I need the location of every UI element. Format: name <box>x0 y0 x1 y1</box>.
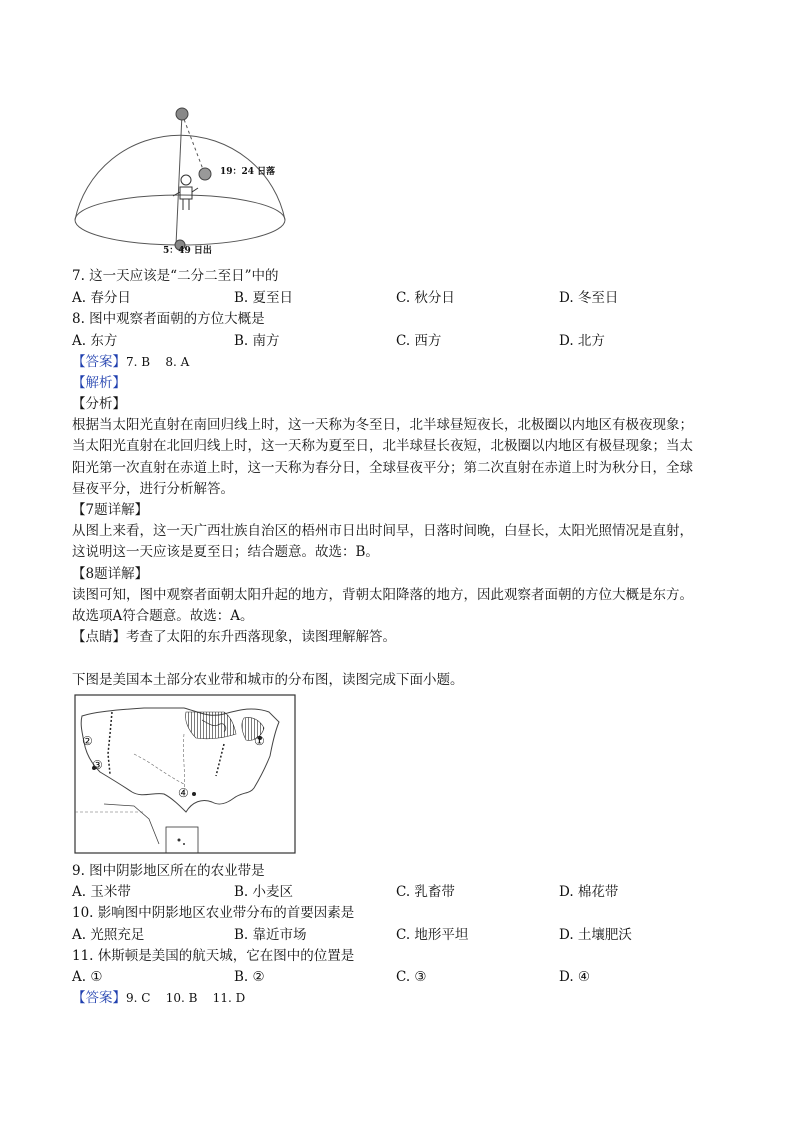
q9-option-b[interactable]: B. 小麦区 <box>234 884 294 900</box>
q11-option-b[interactable]: B. ② <box>234 969 265 985</box>
detail8-line: 故选项A符合题意。故选：A。 <box>72 608 254 624</box>
q9-option-c[interactable]: C. 乳畜带 <box>396 884 455 900</box>
detail7-label: 【7题详解】 <box>72 502 149 518</box>
map-marker-3: ③ <box>92 758 103 772</box>
fenxi-line: 当太阳光直射在北回归线上时，这一天称为夏至日，北半球昼长夜短，北极圈以内地区有极昼现象；当太 <box>72 438 693 454</box>
q11-option-c[interactable]: C. ③ <box>396 969 427 985</box>
q11-option-d[interactable]: D. ④ <box>559 969 591 985</box>
q8-option-c[interactable]: C. 西方 <box>396 333 442 349</box>
q10-option-d[interactable]: D. 土壤肥沃 <box>559 927 632 943</box>
detail7-line: 这说明这一天应该是夏至日；结合题意。故选：B。 <box>72 544 379 560</box>
q9-stem: 9. 图中阴影地区所在的农业带是 <box>72 863 265 879</box>
q11-stem: 11. 休斯顿是美国的航天城，它在图中的位置是 <box>72 948 355 964</box>
q8-option-d[interactable]: D. 北方 <box>559 333 605 349</box>
answer-text: 7. B 8. A <box>126 355 190 369</box>
intro-2: 下图是美国本土部分农业带和城市的分布图，读图完成下面小题。 <box>72 672 464 688</box>
q10-option-c[interactable]: C. 地形平坦 <box>396 927 469 943</box>
q9-option-d[interactable]: D. 棉花带 <box>559 884 619 900</box>
dianjing: 【点睛】考查了太阳的东升西落现象，读图理解解答。 <box>72 629 396 645</box>
sunrise-label: 5：49 日出 <box>163 246 212 256</box>
fenxi-line: 根据当太阳光直射在南回归线上时，这一天称为冬至日，北半球昼短夜长，北极圈以内地区有极夜现象； <box>72 417 693 433</box>
map-marker-4: ④ <box>178 786 189 800</box>
detail7-line: 从图上来看，这一天广西壮族自治区的梧州市日出时间早，日落时间晚，白昼长，太阳光照情况是直射， <box>72 523 693 539</box>
q10-option-b[interactable]: B. 靠近市场 <box>234 927 307 943</box>
q8-stem: 8. 图中观察者面朝的方位大概是 <box>72 311 265 327</box>
q10-stem: 10. 影响图中阴影地区农业带分布的首要因素是 <box>72 905 355 921</box>
sun-path-diagram <box>70 100 290 260</box>
answer-label: 【答案】 <box>72 990 126 1006</box>
answer-1 <box>72 352 189 372</box>
q7-option-b[interactable]: B. 夏至日 <box>234 290 294 306</box>
fenxi-label: 【分析】 <box>72 396 126 412</box>
detail8-label: 【8题详解】 <box>72 566 149 582</box>
q9-option-a[interactable]: A. 玉米带 <box>72 884 131 900</box>
q7-option-a[interactable]: A. 春分日 <box>72 290 131 306</box>
answer-label: 【答案】 <box>72 354 126 370</box>
fenxi-line: 昼夜平分，进行分析解答。 <box>72 481 234 497</box>
q8-option-a[interactable]: A. 东方 <box>72 333 118 349</box>
q8-option-b[interactable]: B. 南方 <box>234 333 280 349</box>
map-marker-1: ① <box>254 734 265 748</box>
detail8-line: 读图可知，图中观察者面朝太阳升起的地方，背朝太阳降落的地方，因此观察者面朝的方位大概是东方。 <box>72 587 693 603</box>
sunset-label: 19：24 日落 <box>220 167 276 177</box>
us-agriculture-map <box>74 694 296 854</box>
answer-2 <box>72 988 245 1008</box>
q7-option-d[interactable]: D. 冬至日 <box>559 290 619 306</box>
q10-option-a[interactable]: A. 光照充足 <box>72 927 145 943</box>
map-marker-2: ② <box>82 734 93 748</box>
q7-option-c[interactable]: C. 秋分日 <box>396 290 455 306</box>
q11-option-a[interactable]: A. ① <box>72 969 103 985</box>
fenxi-line: 阳光第一次直射在赤道上时，这一天称为春分日，全球昼夜平分；第二次直射在赤道上时为秋分日，全球 <box>72 460 693 476</box>
answer-text: 9. C 10. B 11. D <box>126 991 246 1005</box>
analysis-label: 【解析】 <box>72 375 126 391</box>
q7-stem: 7. 这一天应该是“二分二至日”中的 <box>72 268 279 284</box>
